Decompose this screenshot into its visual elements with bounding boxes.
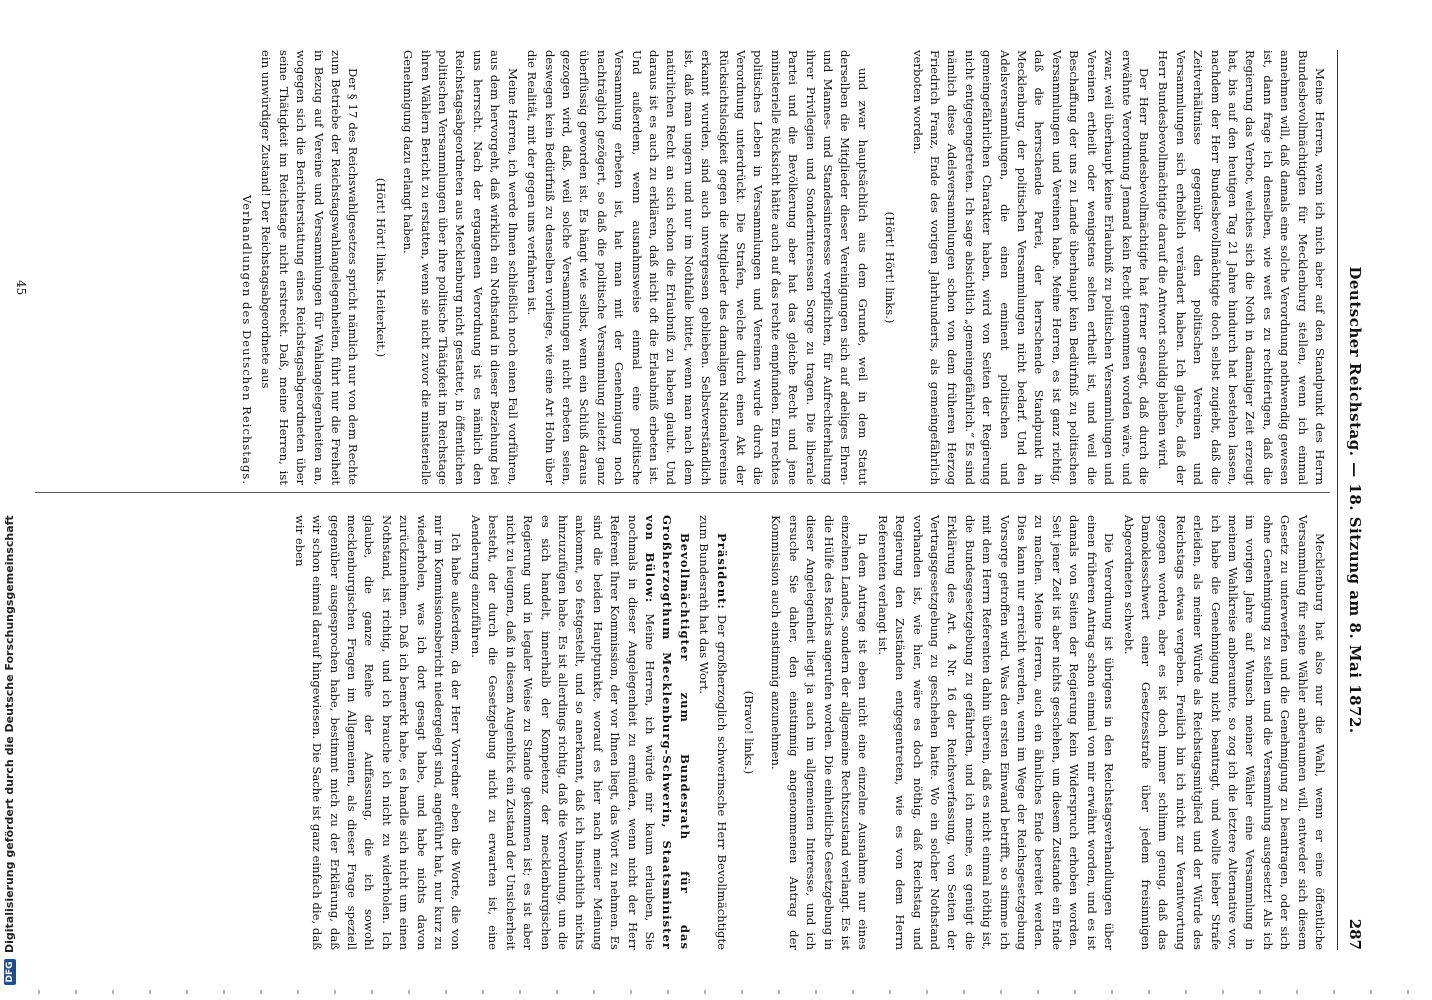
paragraph: Die Verordnung ist übrigens in den Reichstagsverhandlungen über einen früheren Antrag schon einmal von mir erwähnt worden, und es ist damals von Seiten der Regierung kein Widerspruch erhoben worden. Seit jener Zeit ist aber nichts geschehen, um diesem Zustande ein Ende zu machen. Meine Herren, auch ein ähnliches Ende bereitet werden. Dies kann nur erreicht werden, wenn im Wege der Reichsgesetzgebung Vorsorge getroffen wird. Was den ersten Einwand betrifft, so stimme ich mit dem Herrn Referenten dahin überein, daß es nicht einmal nöthig ist, die Bundesgesetzgebung zu gefährden, und ich meine, es genügt die Erklärung des Art. 4 Nr. 16 der Reichsverfassung, von Seiten der Vertragsgesetzgebung zu geschehen hatte. Wo ein solcher Nothstand vorhanden ist, wie hier, wäre es doch nöthig, daß Reichstag und Regierung den Zuständen entgegentreten, wie es von dem Herrn Referenten verlangt ist. [875,515,1117,950]
speaker-paragraph [467,515,693,950]
paragraph: Meine Herren, ich werde Ihnen schließlich noch einen Fall vorführen, aus dem hervorgeht, daß wirklich ein Nothstand in dieser Beziehung bei uns herrscht. Nach der ergangenen Verordnung ist es nämlich den Reichstagsabgeordneten aus Mecklenburg nicht gestattet, in öffentlichen politischen Versammlungen über ihre politische Thätigkeit im Reichstage ihren Wählern Bericht zu erstatten, wenn sie nicht zuvor die ministerielle Genehmigung dazu erlangt haben. [401,50,520,485]
speech-text: Der großherzoglich schwerinsche Herr Bevollmächtigte zum Bundesrath hat das Wort. [697,515,729,950]
column-divider [35,492,1330,493]
header-rule [1337,50,1338,950]
speaker-paragraph [695,515,730,950]
scan-edge-marks [38,990,1418,994]
signature-line: Verhandlungen des Deutschen Reichstags. [240,194,255,485]
page-number: 287 [1346,918,1364,950]
paragraph: Meine Herren, wenn ich mich aber auf den Standpunkt des Herrn Bundesbevollmächtigten für Mecklenburg stellen, wenn ich einmal annehmen will, daß damals eine solche Verordnung nothwendig gewesen ist, dann frage ich denselben, wie weit es zu rechtfertigen, daß die Regierung das Verbot, welches sich die Noth in damaliger Zeit erzeugt hat, bis auf den heutigen Tag 21 Jahre hindurch hat bestehen lassen, nachdem der Herr Bundesbevollmächtigte doch selbst zugiebt, daß die Zeitverhältnisse gegenüber den politischen Vereinen und Versammlungen sich erheblich verändert haben. Ich glaube, daß der Herr Bundesbevollmächtigte darauf die Antwort schuldig bleiben wird. [1156,50,1327,485]
interjection: (Bravo! links.) [742,690,756,775]
speech-text: Meine Herren, ich würde mir kaum erlauben, Sie nochmals in dieser Angelegenheit zu ermüden, wenn nicht der Herr Referent Ihrer Kommission, der vor Ihnen liegt, das Wort zu nehmen. Es sind die beiden Hauptpunkte, worauf es hier nach meiner Meinung ankommt, so festgestellt, und so anerkannt, daß ich hinsichtlich nichts hinzuzufügen habe. Es ist allerdings richtig, daß die Verordnung, um die es sich handelt, innerhalb der Kompetenz der mecklenburgischen Regierung und in legaler Weise zu Stande gekommen ist; es ist aber nicht zu leugnen, daß in diesem Augenblick ein Zustand der Unsicherheit besteht, der durch die Gesetzgebung nicht zu erwarten ist, eine Aenderung einzuführen. [468,515,657,950]
speaker-name: Bevollmächtigter zum Bundesrath für das Großherzogthum Mecklenburg-Schwerin, Staatsminister von Bülow: [642,515,692,950]
paragraph: Mecklenburg hat also nur die Wahl, wenn er eine öffentliche Versammlung für seine Wähler anberaumen will, entweder sich diesem Gesetz zu unterwerfen und die Genehmigung zu beantragen, oder sich ohne Genehmigung zu stellen und die Versammlung ausgesetzt! Als ich im vorigen Jahre auf Wunsch meiner Wähler eine Versammlung in meinem Wahlkreise anberaumte, so zog ich die letztere Alternative vor, ich habe die Genehmigung nicht beantragt, und wollte lieber Strafe erleiden, als meiner Würde als Reichstagsmitglied und der Würde des Reichstags etwas vergeben. Freilich bin ich nicht zur Verantwortung gezogen worden, aber es ist doch immer schlimm genug, daß das Damoklesschwert einer Gesetzesstrafe über jedem freisinnigen Abgeordneten schwebt. [1121,515,1327,950]
paragraph: Ich habe außerdem, da der Herr Vorredner eben die Worte, die von mir im Kommissionsbericht niedergelegt sind, angeführt hat, nur kurz zu wiederholen, was ich dort gesagt habe, und habe nichts davon zurückzunehmen. Daß ich bemerkt habe, es handle sich nicht um einen Nothstand, ist richtig, und ich brauche ich nicht zu widerholen. Ich glaube, die ganze Reihe der Auffassung, die ich sowohl mecklenburgischen Fragen im Allgemeinen, als dieser Frage speziell gegenüber ausgesprochen habe, bestimmt mich zu der Erklärung, daß wir schon einmal darauf hingewiesen. Die Sache ist ganz einfach die, daß wir eben [292,515,464,950]
interjection: (Hört! Hört! links.) [883,211,898,324]
credit-text: Digitalisierung gefördert durch die Deutsche Forschungsgemeinschaft [3,515,16,953]
digitization-credit [0,0,18,1000]
page-header [1340,50,1366,950]
paragraph: und zwar hauptsächlich aus dem Grunde, weil in dem Statut derselben die Mitglieder dieser Vereinigungen sich auf adeliges Ehren- und Mannes- und Standesinteresse verpflichten, für Aufrechterhaltung ihrer Privilegien und Sonderinteressen Sorge zu tragen. Die liberale Partei und die Bevölkerung aber hat das gleiche Recht und jene ministerielle Rücksicht hätte auch auf das rechte empfunden. Ein rechtes politisches Leben in Versammlungen und Vereinen wurde durch die Verordnung unterdrückt. Die Strafen, welche durch einen Akt der Rücksichtslosigkeit gegen die Mitglieder des damaligen Nationalvereins erkannt wurden, sind auch unvergessen geblieben. Selbstverständlich ist, daß man ungern und nur im Nothfalle bittet, wenn man nach dem natürlichen Recht an sich schon die Erlaubniß zu haben glaubt. Und daraus ist es auch zu erklären, daß nicht oft die Erlaubniß erbeten ist. Und außerdem, wenn ausnahmsweise einmal eine politische Versammlung erbeten ist, hat man mit der Genehmigung noch nachträglich gezögert, so daß die politische Versammlung zuletzt ganz überflüssig geworden ist. Es hängt wie selbst, wenn ein Schluß daraus gezogen wird, daß, weil solche Versammlungen nicht erbeten seien, deswegen kein Bedürfniß zu denselben vorliege, wie eine Art Hohn über die Realität, mit der gegen uns verfahren ist. [525,50,870,485]
paragraph: Der Herr Bundesbevollmächtigte hat ferner gesagt, daß durch die erwähnte Verordnung Jemand kein Recht genommen worden wäre, und zwar, weil überhaupt keine Erlaubniß zu politischen Versammlungen und Vereinen ertheilt oder wenigstens selten ertheilt ist, und weil die Beschaffung der uns zu Lande überhaupt kein Bedürfniß zu politischen Versammlungen und Vereinen habe. Meine Herren, es ist ganz richtig, daß die herrschende Partei, der herrschende Standpunkt in Mecklenburg, der politischen Versammlungen nicht bedarf. Und den Adelsversammlungen, die einen eminent politischen und gemeingefährlichen Charakter haben, wird von Seiten der Regierung nicht entgegengetreten. Ich sage absichtlich „gemeingefährlich.“ Es sind nämlich diese Adelsversammlungen schon von dem früheren Herzog Friedrich Franz, Ende des vorigen Jahrhunderts, als gemeingefährlich verboten worden. [910,50,1151,485]
paragraph: Der § 17 des Reichswahlgesetzes spricht nämlich nur von dem Rechte zum Betriebe der Reichstagswahlangelegenheiten, führt nur die Freiheit in Bezug auf Vereine und Versammlungen für Wahlangelegenheiten an, wogegen sich die Berichterstattung eines Reichstagsabgeordneten über seine Thätigkeit im Reichstage nicht erstreckt. Daß, meine Herren, ist ein unwürdiger Zustand! Der Reichstagsabgeordnete aus [259,50,361,485]
running-title: Deutscher Reichstag. — 18. Sitzung am 8. Mai 1872. [1346,266,1364,734]
paragraph: In dem Antrage ist eben nicht eine einzelne Ausnahme nur eines einzelnen Landes, sondern der allgemeine Rechtszustand verlangt. Es ist die Hülfe des Reichs angerufen worden. Die einheitliche Gesetzgebung in dieser Angelegenheit liegt ja auch im allgemeinen Interesse, und ich ersuche Sie daher, den einstimmig angenommenen Antrag der Kommission auch einstimmig anzunehmen. [769,515,871,950]
right-column [288,515,1328,950]
dfg-logo-icon: DFG [4,959,16,985]
speaker-name: Präsident: [714,533,729,610]
left-column [236,50,1328,485]
interjection: (Hört! Hört! links. Heiterkeit.) [373,177,388,358]
signature-number: 45 [14,280,28,296]
